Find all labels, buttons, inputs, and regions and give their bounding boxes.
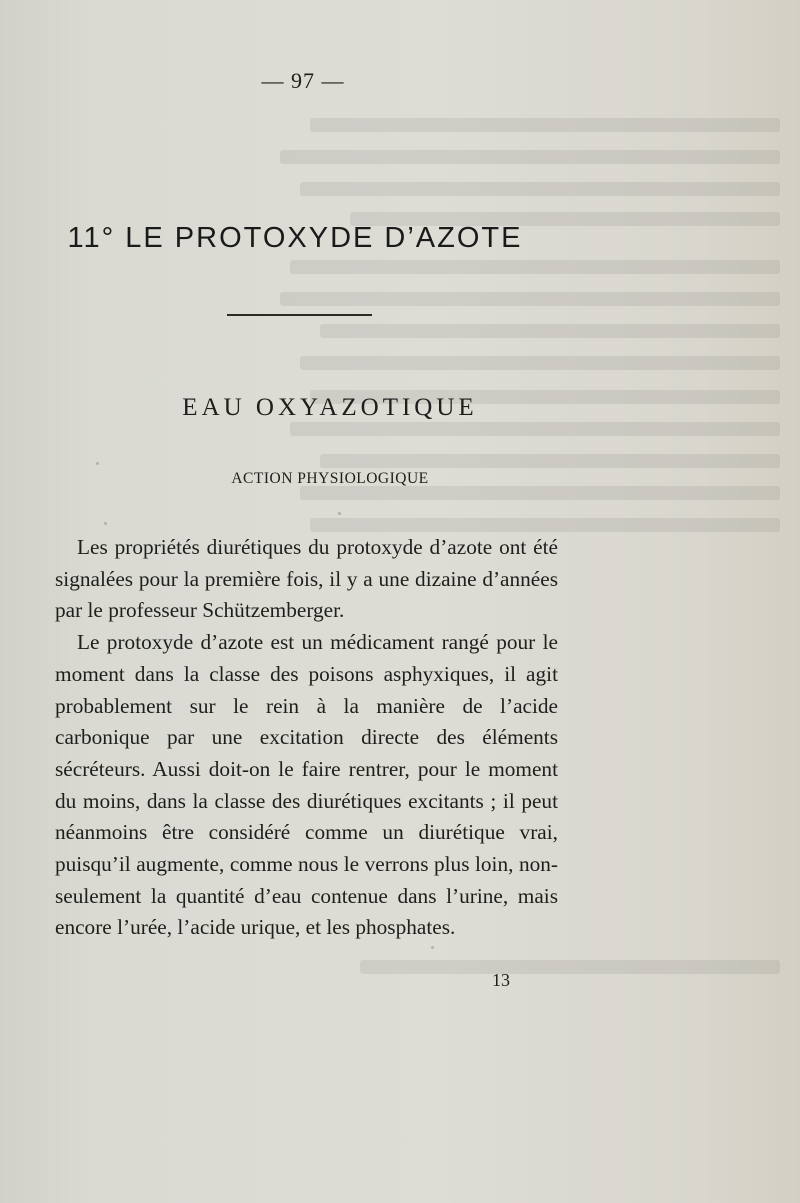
signature-mark: 13 [492, 970, 510, 990]
paragraph: Le protoxyde d’azote est un médicament rangé pour le moment dans la classe des poisons asphyxiques, il agit probablement sur le rein à la manière de l’acide carbonique par une excitation directe des éléments sécréteurs. Aussi doit-on le faire rentrer, pour le moment du moins, dans la classe des diurétiques excitants ; il peut néanmoins être considéré comme un diurétique vrai, puisqu’il augmente, comme nous le verrons plus loin, non-seulement la quantité d’eau contenue dans l’urine, mais encore l’urée, l’acide urique, et les phosphates. [55, 630, 558, 940]
body-text [55, 532, 558, 944]
title-rule-divider [227, 314, 372, 316]
section-title: EAU OXYAZOTIQUE [182, 394, 478, 421]
paragraph: Les propriétés diurétiques du protoxyde d’azote ont été signalées pour la première fois, il y a une dizaine d’années par le professeur Schützemberger. [55, 535, 558, 623]
page-number: — 97 — [261, 68, 345, 93]
subsection-title: ACTION PHYSIOLOGIQUE [231, 470, 429, 487]
chapter-title: 11° LE PROTOXYDE D’AZOTE [67, 222, 523, 254]
